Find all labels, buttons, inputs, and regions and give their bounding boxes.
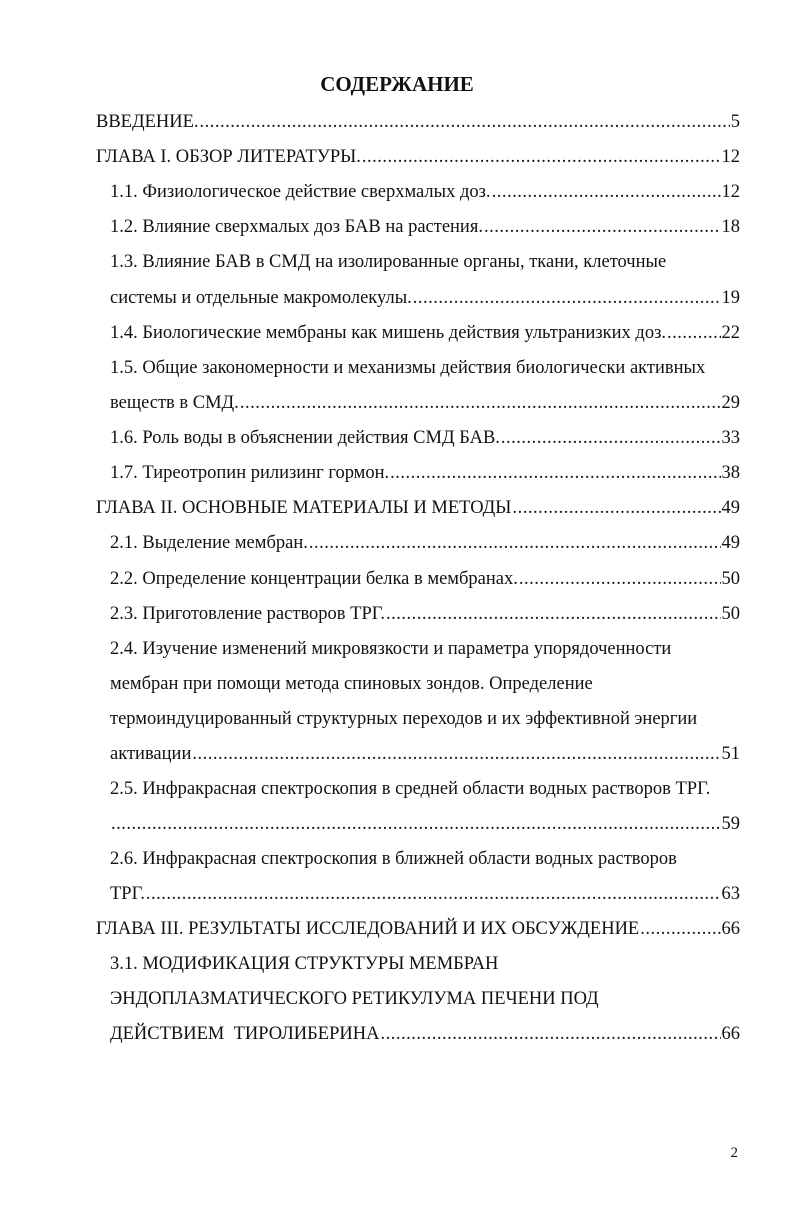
toc-entry[interactable] [110, 179, 740, 205]
dot-leader [512, 495, 720, 521]
dot-leader [200, 109, 730, 135]
toc-entry-line: ЭНДОПЛАЗМАТИЧЕСКОГО РЕТИКУЛУМА ПЕЧЕНИ ПОД [110, 989, 599, 1009]
toc-entry[interactable] [96, 495, 740, 521]
toc-page-number: 12 [721, 182, 740, 202]
toc-entry[interactable] [110, 460, 740, 486]
toc-entry[interactable] [110, 214, 740, 240]
toc-entry[interactable] [110, 320, 740, 346]
toc-entry-text: 2.2. Определение концентрации белка в мембранах. [110, 569, 518, 589]
toc-page-number: 66 [721, 1024, 740, 1044]
toc-entry[interactable] [110, 741, 740, 767]
toc-page-number: 49 [721, 533, 740, 553]
toc-page-number: 18 [721, 217, 740, 237]
toc-entry-text: 1.4. Биологические мембраны как мишень действия ультранизких доз. [110, 323, 667, 343]
toc-page-number: 12 [721, 147, 740, 167]
toc-entry-text: 2.3. Приготовление растворов ТРГ. [110, 604, 385, 624]
toc-entry[interactable] [110, 285, 740, 311]
dot-leader [484, 214, 721, 240]
dot-leader [192, 741, 720, 767]
toc-page-number: 29 [721, 393, 740, 413]
toc-entry[interactable] [96, 916, 740, 942]
dot-leader [413, 285, 721, 311]
toc-entry-line: 2.5. Инфракрасная спектроскопия в средней области водных растворов ТРГ. [110, 779, 711, 799]
dot-leader [492, 179, 721, 205]
toc-entry-text: активации [110, 744, 192, 764]
toc-page-number: 50 [721, 569, 740, 589]
toc-entry-line: мембран при помощи метода спиновых зондов. Определение [110, 674, 593, 694]
toc-page-number: 5 [730, 112, 740, 132]
toc-entry[interactable] [110, 425, 740, 451]
toc-page-number: 63 [721, 884, 740, 904]
toc-entry-text: ГЛАВА III. РЕЗУЛЬТАТЫ ИССЛЕДОВАНИЙ И ИХ ОБСУЖДЕНИЕ [96, 919, 640, 939]
toc-page-number: 22 [721, 323, 740, 343]
toc-entry-line: термоиндуцированный структурных переходов и их эффективной энергии [110, 709, 698, 729]
dot-leader [380, 1021, 720, 1047]
toc-entry[interactable] [110, 566, 740, 592]
toc-entry-line: 2.6. Инфракрасная спектроскопия в ближней области водных растворов [110, 849, 677, 869]
toc-entry[interactable] [110, 530, 740, 556]
toc-page-number: 49 [721, 498, 740, 518]
toc-page-number: 50 [721, 604, 740, 624]
toc-entry-text: системы и отдельные макромолекулы. [110, 288, 412, 308]
toc-entry-text: ГЛАВА II. ОСНОВНЫЕ МАТЕРИАЛЫ И МЕТОДЫ [96, 498, 512, 518]
toc-entry-text: 1.7. Тиреотропин рилизинг гормон. [110, 463, 390, 483]
toc-page-number: 19 [721, 288, 740, 308]
dot-leader [146, 881, 721, 907]
toc-entry-text: ВВЕДЕНИЕ. [96, 112, 199, 132]
dot-leader [390, 460, 720, 486]
toc-page-number: 51 [721, 744, 740, 764]
toc-entry-line: 1.5. Общие закономерности и механизмы действия биологически активных [110, 358, 706, 378]
dot-leader [501, 425, 721, 451]
toc-entry-text: веществ в СМД. [110, 393, 239, 413]
toc-page-number: 59 [721, 814, 740, 834]
toc-entry[interactable] [110, 1021, 740, 1047]
dot-leader [240, 390, 721, 416]
dot-leader [667, 320, 720, 346]
page-number: 2 [730, 1145, 738, 1161]
dot-leader [519, 566, 721, 592]
toc-entry-text: 1.6. Роль воды в объяснении действия СМД БАВ. [110, 428, 500, 448]
toc-entry[interactable] [110, 601, 740, 627]
dot-leader [640, 916, 720, 942]
dot-leader [362, 144, 721, 170]
toc-entry-line: 2.4. Изучение изменений микровязкости и параметра упорядоченности [110, 639, 672, 659]
toc-entry-text: ГЛАВА I. ОБЗОР ЛИТЕРАТУРЫ. [96, 147, 361, 167]
toc-entry-text: 2.1. Выделение мембран. [110, 533, 308, 553]
toc-entry[interactable] [110, 811, 740, 837]
toc-entry[interactable] [96, 144, 740, 170]
toc-entry[interactable] [110, 881, 740, 907]
dot-leader [111, 811, 721, 837]
toc-entry-text: ТРГ. [110, 884, 145, 904]
toc-entry-text: ДЕЙСТВИЕМ ТИРОЛИБЕРИНА [110, 1024, 380, 1044]
toc-entry[interactable] [96, 109, 740, 135]
toc-entry-text: 1.1. Физиологическое действие сверхмалых доз. [110, 182, 491, 202]
dot-leader [309, 530, 721, 556]
toc-page-number: 33 [721, 428, 740, 448]
toc-page-number: 66 [721, 919, 740, 939]
toc-entry[interactable] [110, 390, 740, 416]
dot-leader [386, 601, 721, 627]
toc-entry-line: 3.1. МОДИФИКАЦИЯ СТРУКТУРЫ МЕМБРАН [110, 954, 499, 974]
toc-entry-text: 1.2. Влияние сверхмалых доз БАВ на растения. [110, 217, 483, 237]
toc-entry-line: 1.3. Влияние БАВ в СМД на изолированные органы, ткани, клеточные [110, 252, 667, 272]
toc-page-number: 38 [721, 463, 740, 483]
page-title: СОДЕРЖАНИЕ [320, 72, 474, 96]
